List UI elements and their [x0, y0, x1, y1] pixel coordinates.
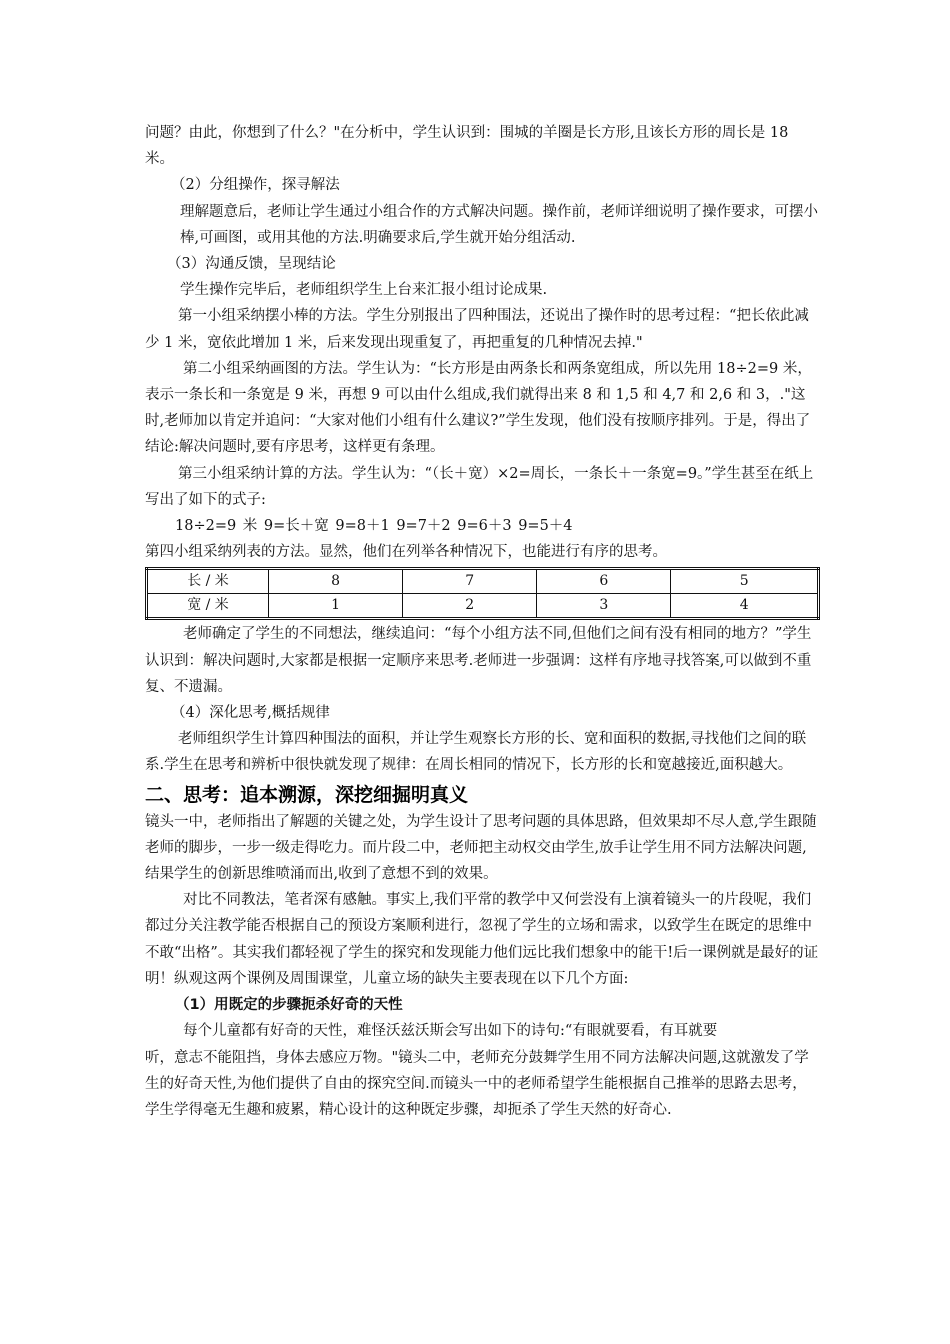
step-heading: （2）分组操作，探寻解法 — [171, 177, 340, 194]
formula-line: 18÷2=9 米 9=长＋宽 9=8＋1 9=7＋2 9=6＋3 9=5＋4 — [175, 518, 573, 535]
length-width-table — [145, 567, 820, 620]
paragraph: 第一小组采纳摆小棒的方法。学生分别报出了四种围法，还说出了操作时的思考过程：“把长依此减少 1 米，宽依此增加 1 米，后来发现出现重复了，再把重复的几种情况去掉." — [145, 308, 809, 351]
subheading: （1）用既定的步骤扼杀好奇的天性 — [175, 997, 403, 1014]
section-heading: 二、思考：追本溯源，深挖细掘明真义 — [145, 783, 469, 806]
paragraph: 镜头一中，老师指出了解题的关键之处，为学生设计了思考问题的具体思路，但效果却不尽人意,学生跟随老师的脚步，一步一级走得吃力。而片段二中，老师把主动权交由学生,放手让学生用不同方法解决问题,结果学生的创新思维喷涌而出,收到了意想不到的效果。 — [145, 813, 817, 883]
paragraph: 第三小组采纳计算的方法。学生认为：“（长＋宽）×2=周长，一条长＋一条宽=9。”学生甚至在纸上写出了如下的式子: — [145, 465, 814, 508]
table-cell: 6 — [537, 569, 671, 594]
step-heading: （4）深化思考,概括规律 — [171, 705, 330, 722]
paragraph: 问题？由此，你想到了什么？"在分析中，学生认识到：围城的羊圈是长方形,且该长方形的周长是 18 米。 — [145, 125, 789, 168]
table-cell: 2 — [403, 594, 537, 619]
paragraph: 学生操作完毕后，老师组织学生上台来汇报小组讨论成果. — [180, 282, 548, 299]
paragraph: 第二小组采纳画图的方法。学生认为：“长方形是由两条长和两条宽组成，所以先用 18÷2=9 米，表示一条长和一条宽是 9 米，再想 9 可以由什么组成,我们就得出来 8 和 1,5 和 4,7 和 2,6 和 3，."这时,老师加以肯定并追问：“大家对他们小组有什么建议?”学生发现，他们没有按顺序排列。于是，得出了结论:解决问题时,要有序思考，这样更有条理。 — [145, 360, 812, 456]
paragraph: 老师组织学生计算四种围法的面积，并让学生观察长方形的长、宽和面积的数据,寻找他们之间的联系.学生在思考和辨析中很快就发现了规律：在周长相同的情况下，长方形的长和宽越接近,面积越大。 — [145, 731, 807, 774]
table-row — [147, 594, 819, 619]
table-cell: 4 — [671, 594, 819, 619]
table-cell: 7 — [403, 569, 537, 594]
paragraph: 第四小组采纳列表的方法。显然，他们在列举各种情况下，也能进行有序的思考。 — [145, 544, 667, 561]
paragraph: 每个儿童都有好奇的天性，难怪沃兹沃斯会写出如下的诗句:“有眼就要看，有耳就要 — [183, 1023, 718, 1040]
table-cell: 5 — [671, 569, 819, 594]
table-cell: 8 — [269, 569, 403, 594]
table-cell: 1 — [269, 594, 403, 619]
table-cell: 3 — [537, 594, 671, 619]
paragraph: 对比不同教法，笔者深有感触。事实上,我们平常的教学中又何尝没有上演着镜头一的片段呢，我们都过分关注教学能否根据自己的预设方案顺利进行，忽视了学生的立场和需求，以致学生在既定的思维中不敢“出格”。其实我们都轻视了学生的探究和发现能力他们远比我们想象中的能干!后一课例就是最好的证明！纵观这两个课例及周围课堂，儿童立场的缺失主要表现在以下几个方面: — [145, 892, 819, 987]
table-row — [147, 569, 819, 594]
step-heading: （3）沟通反馈，呈现结论 — [167, 256, 336, 273]
document-page — [145, 120, 820, 1123]
row-header: 宽 / 米 — [147, 594, 269, 619]
row-header: 长 / 米 — [147, 569, 269, 594]
paragraph: 老师确定了学生的不同想法，继续追问：“每个小组方法不同,但他们之间有没有相同的地方？”学生认识到：解决问题时,大家都是根据一定顺序来思考.老师进一步强调：这样有序地寻找答案,可以做到不重复、不遗漏。 — [145, 626, 812, 695]
paragraph: 理解题意后，老师让学生通过小组合作的方式解决问题。操作前，老师详细说明了操作要求，可摆小棒,可画图，或用其他的方法.明确要求后,学生就开始分组活动. — [180, 203, 818, 246]
paragraph: 听，意志不能阻挡，身体去感应万物。"镜头二中，老师充分鼓舞学生用不同方法解决问题,这就激发了学生的好奇天性,为他们提供了自由的探究空间.而镜头一中的老师希望学生能根据自己推举的思路去思考，学生学得毫无生趣和疲累，精心设计的这种既定步骤，却扼杀了学生天然的好奇心. — [145, 1049, 809, 1118]
